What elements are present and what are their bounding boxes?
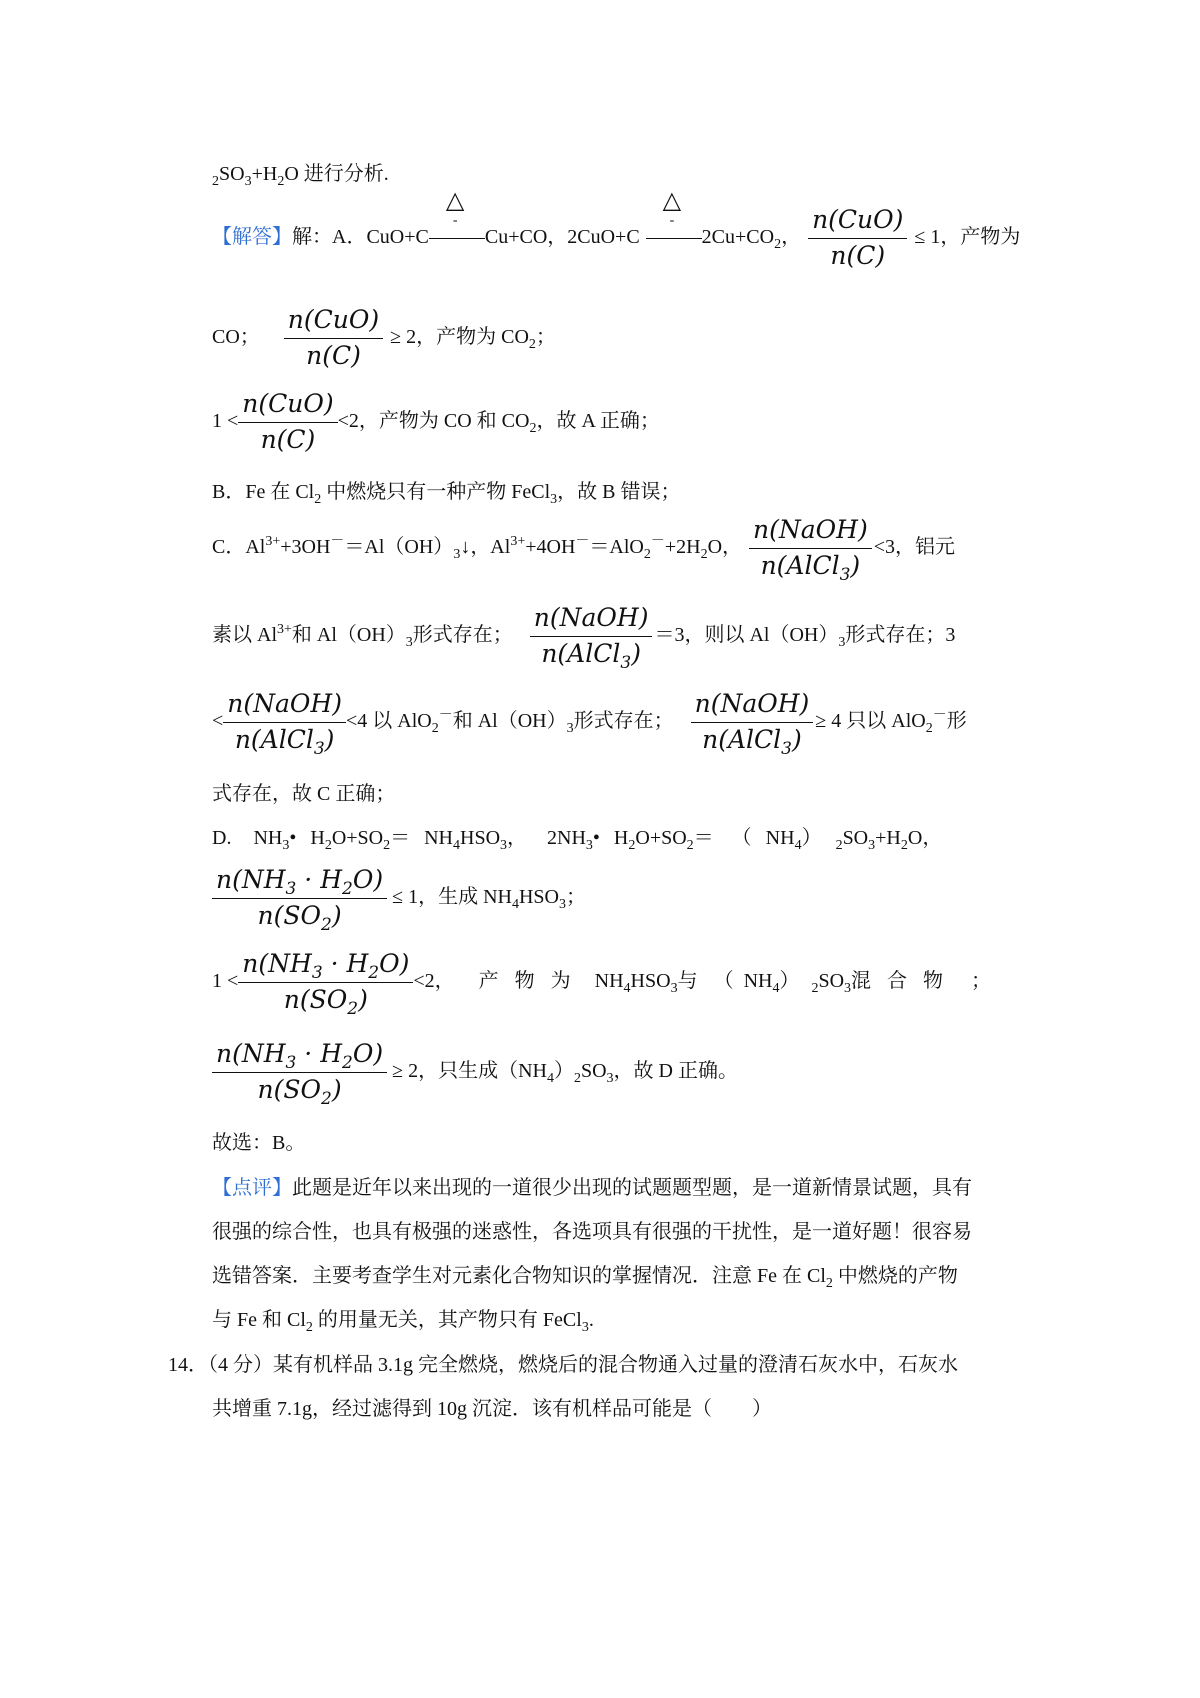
fraction: $\frac{\text{n(CuO)}}{n(C)}$ xyxy=(808,206,907,271)
fraction: $\frac{\text{n(CuO)}}{n(C)}$ xyxy=(238,390,337,455)
answer-choice: 故选：B。 xyxy=(212,1132,306,1154)
text-line: B．Fe 在 $Cl_2$ 中燃烧只有一种产物 FeCl$_3$，故 B 错误； xyxy=(212,481,681,507)
text-line: D. $NH_3•$ $H_2O+SO_2= NH_4HSO_3$， $2NH_3•$ $H_2O+SO_2=$ （ $NH_4$） $_2SO_3+H_2O$， xyxy=(212,827,943,853)
heating-arrow: △ - xyxy=(429,228,485,248)
text-line: 式存在，故 C 正确； xyxy=(212,783,396,805)
answer-tag: 【解答】 xyxy=(212,225,292,248)
text-line: $\frac{n(NH_3 \cdot H_2O)}{n(SO_2)}$ ≥ 2，只生成$(NH_4)_2SO_3$，故 D 正确。 xyxy=(212,1040,738,1105)
text-line: 1 < $\frac{n(NH_3 \cdot H_2O)}{n(SO_2)}$ <2， 产 物 为 $NH_4HSO_3$与 （ $NH_4$） $_2SO_3$混 合 物 ； xyxy=(212,949,992,1019)
fraction: $\frac{\text{n(NaOH)}}{n(AlCl_3)}$ xyxy=(223,690,346,755)
question-14-line: 14．（4 分）某有机样品 3.1g 完全燃烧，燃烧后的混合物通入过量的澄清石灰水中，石灰水 xyxy=(168,1354,958,1376)
heating-arrow: △ - xyxy=(646,228,702,248)
fraction: $\frac{n(NH_3 \cdot H_2O)}{n(SO_2)}$ xyxy=(212,1040,387,1105)
text-line: C．$Al^{3+}+3OH^-=Al(OH)_3↓$，$Al^{3+}+4OH^-=AlO_2^-+2H_2O$， $\frac{\text{n(NaOH)}}{n(AlCl_3)}$ <3，铝元 xyxy=(212,515,955,585)
comment-line: 很强的综合性，也具有极强的迷惑性，各选项具有很强的干扰性，是一道好题！很容易 xyxy=(212,1221,972,1243)
answer-line: 【解答】解：A．CuO+C △ - Cu+CO，2CuO+C △ - $2Cu+CO_2$， $\frac{\text{n(CuO)}}{n(C)}$ ≤ 1，产物为 xyxy=(212,186,1021,270)
text-line: 1 < $\frac{\text{n(CuO)}}{n(C)}$ <2，产物为 CO 和 $CO_2$，故 A 正确； xyxy=(212,389,660,454)
fraction: $\frac{\text{n(NaOH)}}{n(AlCl_3)}$ xyxy=(530,604,653,669)
fraction: $\frac{\text{n(NaOH)}}{n(AlCl_3)}$ xyxy=(749,516,872,581)
fraction: $\frac{n(NH_3 \cdot H_2O)}{n(SO_2)}$ xyxy=(238,950,413,1015)
comment-line: 【点评】此题是近年以来出现的一道很少出现的试题题型题，是一道新情景试题，具有 xyxy=(212,1177,972,1199)
text-line: $\frac{n(NH_3 \cdot H_2O)}{n(SO_2)}$ ≤ 1，生成 $NH_4HSO_3$； xyxy=(212,866,586,931)
comment-line: 选错答案．主要考查学生对元素化合物知识的掌握情况．注意 Fe 在 $Cl_2$ 中燃烧的产物 xyxy=(212,1265,958,1291)
text-line: 素以 $Al^{3+}$和 $Al(OH)_3$形式存在； $\frac{\text{n(NaOH)}}{n(AlCl_3)}$ ＝3，则以 $Al(OH)_3$形式存在；3 xyxy=(212,603,956,673)
text-line: < $\frac{\text{n(NaOH)}}{n(AlCl_3)}$ <4 以 AlO$_2$－和 $Al(OH)_3$形式存在； $\frac{\text{n(NaOH)}}{n(AlCl_3)}$ ≥ 4 只以 AlO$_2$－形 xyxy=(212,689,967,759)
fraction: $\frac{n(NH_3 \cdot H_2O)}{n(SO_2)}$ xyxy=(212,866,387,931)
text-line: $_2SO_3+H_2O$ 进行分析. xyxy=(212,163,389,189)
fraction: $\frac{\text{n(NaOH)}}{n(AlCl_3)}$ xyxy=(691,690,814,755)
text-line: CO； $\frac{\text{n(CuO)}}{n(C)}$ ≥ 2，产物为 $CO_2$； xyxy=(212,305,556,370)
comment-line: 与 Fe 和 $Cl_2$ 的用量无关，其产物只有 FeCl$_3$. xyxy=(212,1309,594,1335)
comment-tag: 【点评】 xyxy=(212,1177,292,1199)
fraction: $\frac{\text{n(CuO)}}{n(C)}$ xyxy=(284,306,383,371)
question-14-line: 共增重 7.1g，经过滤得到 10g 沉淀．该有机样品可能是（ ） xyxy=(212,1398,772,1420)
